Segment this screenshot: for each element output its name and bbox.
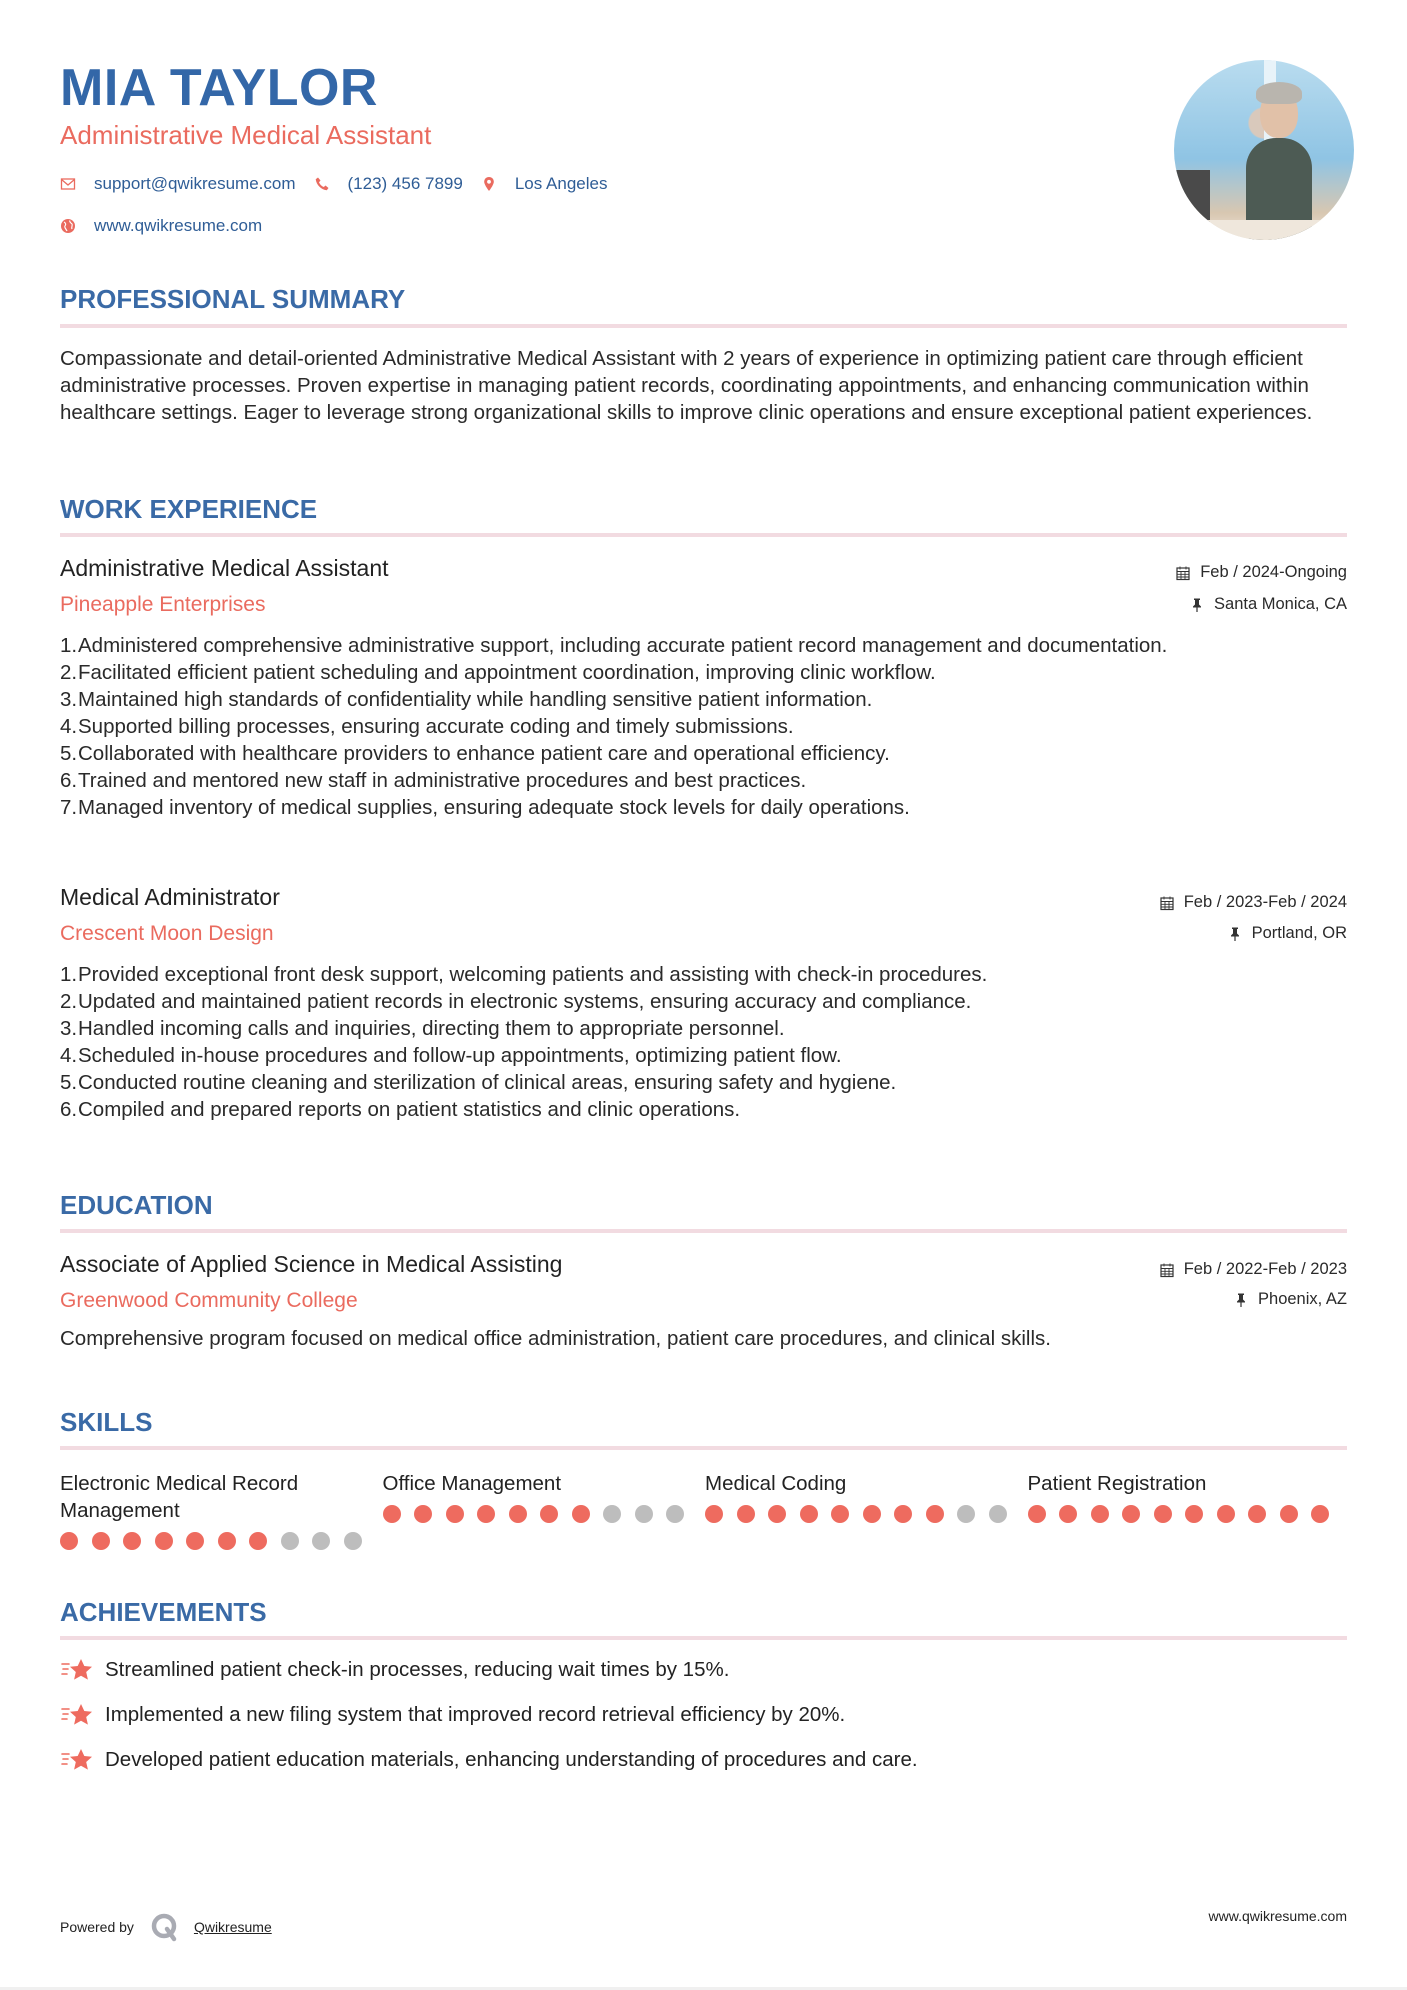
pushpin-icon <box>1189 597 1205 613</box>
shooting-star-icon <box>60 1701 94 1729</box>
rating-dot-filled <box>1122 1505 1140 1523</box>
job-location <box>1227 924 1347 943</box>
achievement-text: Streamlined patient check-in processes, reducing wait times by 15%. <box>105 1658 730 1681</box>
rating-dot-filled <box>894 1505 912 1523</box>
rating-dot-empty <box>603 1505 621 1523</box>
calendar-icon <box>1159 895 1175 911</box>
phone-icon <box>314 176 330 192</box>
skill-label: Patient Registration <box>1027 1472 1207 1495</box>
list-item: 7. Managed inventory of medical supplies, ensuring adequate stock levels for daily operations. <box>60 796 910 819</box>
rating-dot-filled <box>705 1505 723 1523</box>
rating-dot-empty <box>989 1505 1007 1523</box>
rating-dot-filled <box>572 1505 590 1523</box>
contact-row <box>60 174 625 194</box>
job-company: Pineapple Enterprises <box>60 593 266 616</box>
job-location-text: Portland, OR <box>1251 924 1347 942</box>
contact-email[interactable] <box>60 174 296 194</box>
map-pin-icon <box>481 176 497 192</box>
list-item: 3. Handled incoming calls and inquiries, directing them to appropriate personnel. <box>60 1017 785 1040</box>
website-text: www.qwikresume.com <box>94 216 263 235</box>
skill-label: Electronic Medical Record Management <box>60 1472 299 1522</box>
list-item: 3. Maintained high standards of confidentiality while handling sensitive patient information. <box>60 688 873 711</box>
section-divider <box>60 324 1347 328</box>
calendar-icon <box>1175 565 1191 581</box>
rating-dot-empty <box>344 1532 362 1550</box>
rating-dot-filled <box>1280 1505 1298 1523</box>
email-text: support@qwikresume.com <box>94 174 296 193</box>
section-divider <box>60 1446 1347 1450</box>
summary-text: Compassionate and detail-oriented Administrative Medical Assistant with 2 years of experience in optimizing patient care through efficient administrative processes. Proven expertise in managing patient records, coordinating appointments, and enhancing communication within healthcare settings. Eager to leverage strong organizational skills to improve clinic operations and ensure exceptional patient experiences. <box>60 347 1313 424</box>
powered-by-label: Powered by <box>60 1919 134 1935</box>
education-description: Comprehensive program focused on medical office administration, patient care procedures, and clinical skills. <box>60 1327 1051 1350</box>
rating-dot-filled <box>737 1505 755 1523</box>
rating-dot-empty <box>957 1505 975 1523</box>
list-item: 5. Collaborated with healthcare providers to enhance patient care and operational efficiency. <box>60 742 890 765</box>
rating-dot-filled <box>1185 1505 1203 1523</box>
education-location-text: Phoenix, AZ <box>1258 1290 1347 1308</box>
globe-icon <box>60 218 76 234</box>
achievements-heading: ACHIEVEMENTS <box>60 1597 267 1627</box>
contact-website[interactable] <box>60 216 262 236</box>
skill-rating <box>1028 1505 1351 1523</box>
section-divider <box>60 533 1347 537</box>
list-item: 2. Updated and maintained patient records in electronic systems, ensuring accuracy and compliance. <box>60 990 972 1013</box>
education-heading: EDUCATION <box>60 1190 213 1220</box>
rating-dot-filled <box>768 1505 786 1523</box>
rating-dot-filled <box>1091 1505 1109 1523</box>
rating-dot-filled <box>414 1505 432 1523</box>
footer-powered-by <box>60 1912 272 1942</box>
location-text: Los Angeles <box>514 174 608 193</box>
qwikresume-logo-icon <box>150 1912 180 1942</box>
rating-dot-filled <box>60 1532 78 1550</box>
skill-item <box>705 1470 1028 1550</box>
rating-dot-filled <box>540 1505 558 1523</box>
school-name: Greenwood Community College <box>60 1289 358 1312</box>
envelope-icon <box>60 176 76 192</box>
skill-rating <box>383 1505 706 1523</box>
phone-text: (123) 456 7899 <box>347 174 463 193</box>
list-item: 1. Administered comprehensive administrative support, including accurate patient record management and documentation. <box>60 634 1168 657</box>
list-item: 4. Supported billing processes, ensuring accurate coding and timely submissions. <box>60 715 794 738</box>
rating-dot-filled <box>831 1505 849 1523</box>
rating-dot-filled <box>1059 1505 1077 1523</box>
rating-dot-filled <box>863 1505 881 1523</box>
job-location <box>1189 595 1347 614</box>
rating-dot-filled <box>446 1505 464 1523</box>
skills-heading: SKILLS <box>60 1407 153 1437</box>
rating-dot-empty <box>312 1532 330 1550</box>
job-bullets <box>60 632 1350 821</box>
footer-website-link[interactable]: www.qwikresume.com <box>1208 1908 1347 1924</box>
contact-row-2 <box>60 216 280 236</box>
achievement-item <box>60 1656 729 1684</box>
achievement-item <box>60 1701 845 1729</box>
summary-heading: PROFESSIONAL SUMMARY <box>60 284 406 314</box>
degree-title: Associate of Applied Science in Medical Assisting <box>60 1251 563 1277</box>
rating-dot-filled <box>218 1532 236 1550</box>
rating-dot-filled <box>92 1532 110 1550</box>
qwikresume-link[interactable]: Qwikresume <box>193 1919 272 1935</box>
experience-heading: WORK EXPERIENCE <box>60 494 318 524</box>
rating-dot-filled <box>477 1505 495 1523</box>
contact-phone[interactable] <box>314 174 463 194</box>
shooting-star-icon <box>60 1656 94 1684</box>
job-location-text: Santa Monica, CA <box>1214 595 1347 613</box>
candidate-title: Administrative Medical Assistant <box>60 120 432 150</box>
achievement-text: Implemented a new filing system that improved record retrieval efficiency by 20%. <box>105 1703 846 1726</box>
section-divider <box>60 1636 1347 1640</box>
list-item: 6. Trained and mentored new staff in administrative procedures and best practices. <box>60 769 807 792</box>
rating-dot-empty <box>666 1505 684 1523</box>
rating-dot-filled <box>1248 1505 1266 1523</box>
rating-dot-filled <box>800 1505 818 1523</box>
list-item: 4. Scheduled in-house procedures and follow-up appointments, optimizing patient flow. <box>60 1044 842 1067</box>
pushpin-icon <box>1233 1292 1249 1308</box>
rating-dot-filled <box>249 1532 267 1550</box>
list-item: 6. Compiled and prepared reports on patient statistics and clinic operations. <box>60 1098 741 1121</box>
rating-dot-filled <box>1311 1505 1329 1523</box>
shooting-star-icon <box>60 1746 94 1774</box>
pushpin-icon <box>1227 926 1243 942</box>
skill-label: Medical Coding <box>705 1472 847 1495</box>
rating-dot-filled <box>383 1505 401 1523</box>
job-dates-text: Feb / 2024-Ongoing <box>1200 563 1347 581</box>
skill-label: Office Management <box>382 1472 562 1495</box>
skills-grid <box>60 1470 1350 1550</box>
education-dates-text: Feb / 2022-Feb / 2023 <box>1183 1260 1347 1278</box>
rating-dot-empty <box>635 1505 653 1523</box>
job-dates-text: Feb / 2023-Feb / 2024 <box>1183 893 1347 911</box>
rating-dot-filled <box>926 1505 944 1523</box>
job-title: Administrative Medical Assistant <box>60 555 389 581</box>
profile-photo <box>1174 60 1354 240</box>
job-bullets <box>60 961 1350 1123</box>
skill-item <box>383 1470 706 1550</box>
calendar-icon <box>1159 1262 1175 1278</box>
section-divider <box>60 1229 1347 1233</box>
rating-dot-empty <box>281 1532 299 1550</box>
list-item: 1. Provided exceptional front desk support, welcoming patients and assisting with check-in procedures. <box>60 963 988 986</box>
candidate-name: MIA TAYLOR <box>60 59 378 117</box>
rating-dot-filled <box>1154 1505 1172 1523</box>
list-item: 5. Conducted routine cleaning and sterilization of clinical areas, ensuring safety and hygiene. <box>60 1071 897 1094</box>
rating-dot-filled <box>1028 1505 1046 1523</box>
skill-rating <box>705 1505 1028 1523</box>
rating-dot-filled <box>509 1505 527 1523</box>
skill-item <box>1028 1470 1351 1550</box>
achievement-item <box>60 1746 918 1774</box>
job-dates <box>1175 563 1347 582</box>
education-dates <box>1159 1260 1347 1279</box>
rating-dot-filled <box>186 1532 204 1550</box>
contact-location <box>481 174 608 194</box>
skill-rating <box>60 1532 383 1550</box>
achievement-text: Developed patient education materials, enhancing understanding of procedures and care. <box>105 1748 918 1771</box>
education-location <box>1233 1290 1347 1309</box>
rating-dot-filled <box>123 1532 141 1550</box>
list-item: 2. Facilitated efficient patient scheduling and appointment coordination, improving clinic workflow. <box>60 661 936 684</box>
job-company: Crescent Moon Design <box>60 922 274 945</box>
rating-dot-filled <box>1217 1505 1235 1523</box>
rating-dot-filled <box>155 1532 173 1550</box>
skill-item <box>60 1470 383 1550</box>
job-dates <box>1159 893 1347 912</box>
job-title: Medical Administrator <box>60 884 280 910</box>
